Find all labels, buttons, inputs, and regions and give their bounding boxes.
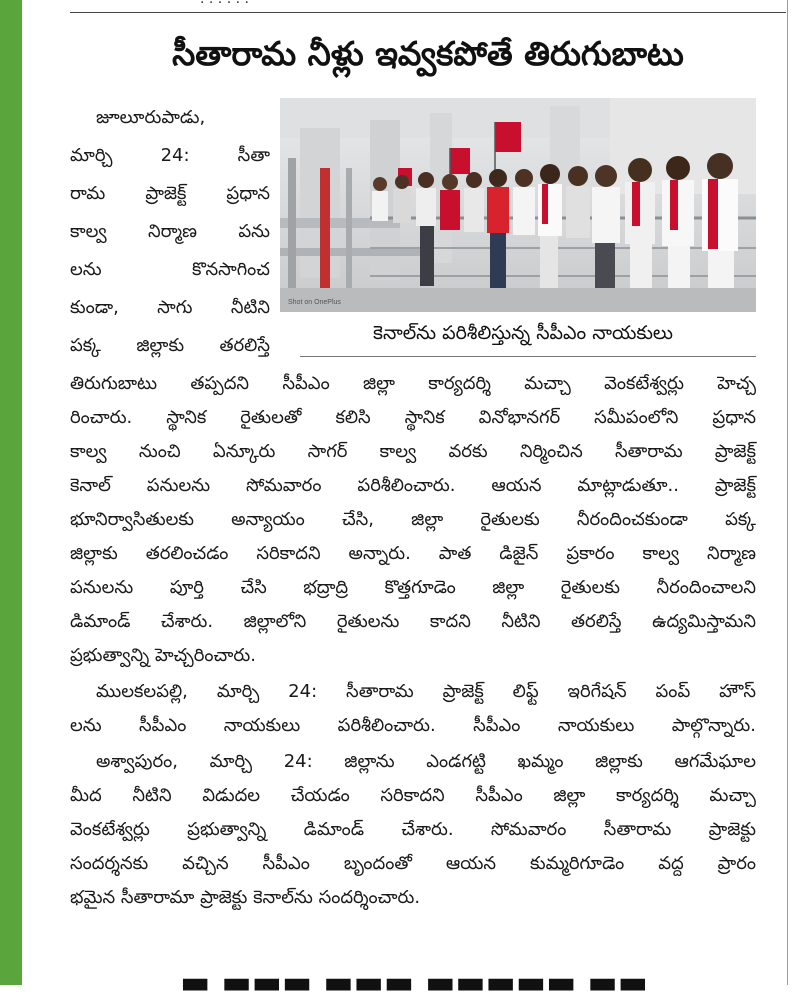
body-line: రించారు. స్థానిక రైతులతో కలిసి స్థానిక వినోభానగర్ సమీపంలోని ప్రధాన [70, 407, 756, 428]
column-line: మార్చి 24: సీతా [70, 145, 270, 166]
body-line: పనులను పూర్తి చేసి భద్రాద్రి కొత్తగూడెం జిల్లా రైతులకు నీరందించాలని [70, 577, 756, 598]
caption-rule [300, 356, 756, 357]
column-line: కాల్వ నిర్మాణ పను [70, 221, 270, 242]
body-line: వెంకటేశ్వర్లు ప్రభుత్వాన్ని డిమాండ్ చేశారు. సోమవారం సీతారామ ప్రాజెక్టు [70, 819, 756, 840]
top-rule [70, 12, 786, 13]
body-line: తిరుగుబాటు తప్పదని సీపీఎం జిల్లా కార్యదర్శి మచ్చా వెంకటేశ్వర్లు హెచ్చ [70, 373, 756, 394]
body-line: జిల్లాకు తరలించడం సరికాదని అన్నారు. పాత డిజైన్ ప్రకారం కాల్వ నిర్మాణ [70, 543, 756, 564]
body-line: లను సీపీఎం నాయకులు పరిశీలించారు. సీపీఎం నాయకులు పాల్గొన్నారు. [70, 715, 756, 736]
body-line: డిమాండ్ చేశారు. జిల్లాలోని రైతులను కాదని నీటిని తరలిస్తే ఉద్యమిస్తామని [70, 611, 756, 632]
body-line: సందర్శనకు వచ్చిన సీపీఎం బృందంతో ఆయన కుమ్మరిగూడెం వద్ద ప్రారం [70, 853, 756, 874]
article-headline: సీతారామ నీళ్లు ఇవ్వకపోతే తిరుగుబాటు [172, 34, 684, 73]
paragraph-start: ములకలపల్లి, మార్చి 24: సీతారామ ప్రాజెక్ట్ లిఫ్ట్ ఇరిగేషన్ పంప్ హౌస్ [96, 681, 756, 702]
body-line: మీద నీటిని విడుదల చేయడం సరికాదని సీపీఎం జిల్లా కార్యదర్శి మచ్చా [70, 785, 756, 806]
news-photo [280, 98, 756, 312]
photo-caption: కెనాల్‌ను పరిశీలిస్తున్న సీపీఎం నాయకులు [373, 322, 673, 344]
body-line: భూనిర్వాసితులకు అన్యాయం చేసి, జిల్లా రైతులకు నీరందించకుండా పక్క [70, 509, 756, 530]
body-line: కాల్వ నుంచి ఏన్కూరు సాగర్ కాల్వ వరకు నిర్మించిన సీతారామ ప్రాజెక్ట్ [70, 441, 756, 462]
body-line: కెనాల్ పనులను సోమవారం పరిశీలించారు. ఆయన మాట్లాడుతూ.. ప్రాజెక్ట్ [70, 475, 756, 496]
photo-watermark: Shot on OnePlus [288, 299, 341, 306]
column-line: రామ ప్రాజెక్ట్ ప్రధాన [70, 183, 270, 204]
column-line: లను కొనసాగించ [70, 259, 270, 280]
column-line: పక్క జిల్లాకు తరలిస్తే [70, 335, 270, 356]
paragraph-start: అశ్వాపురం, మార్చి 24: జిల్లాను ఎండగట్టి ఖమ్మం జిల్లాకు ఆగమేఘాల [96, 751, 756, 772]
left-accent-bar [0, 0, 22, 985]
previous-article-fragment [200, 0, 400, 8]
next-article-fragment: ▬ ▬▬▬ ▬▬▬ ▬▬▬▬▬ ▬▬ [180, 963, 648, 1001]
column-line: కుండా, సాగు నీటిని [70, 297, 270, 318]
dateline: జూలూరుపాడు, [96, 107, 206, 128]
right-column-rule [787, 0, 788, 985]
body-line: భమైన సీతారామా ప్రాజెక్టు కెనాల్‌ను సందర్శించారు. [70, 887, 421, 908]
body-line: ప్రభుత్వాన్ని హెచ్చరించారు. [70, 645, 257, 666]
